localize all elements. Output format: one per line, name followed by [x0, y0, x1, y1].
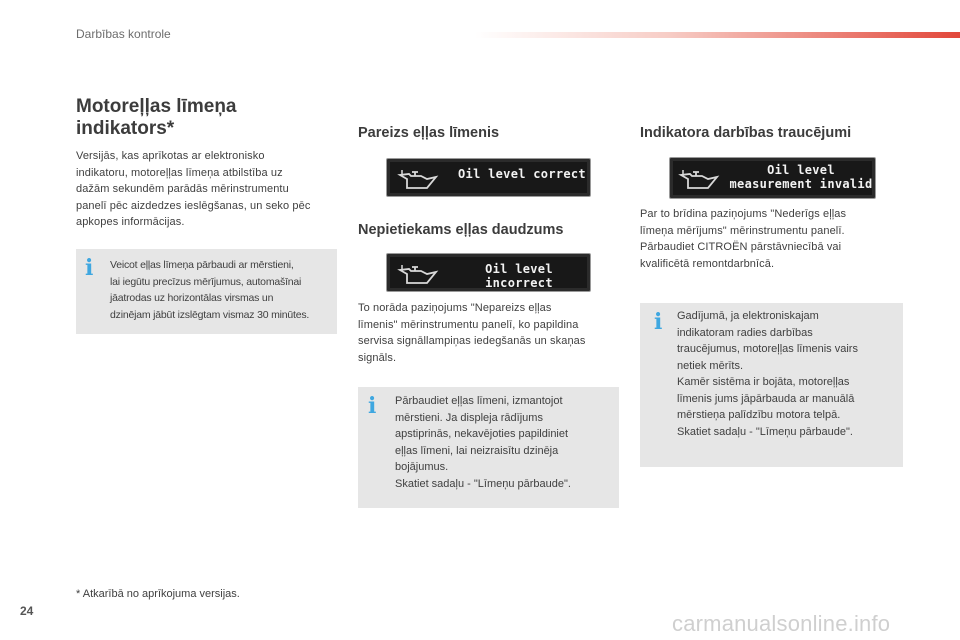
display-line: Oil level [767, 163, 835, 177]
para-line: apkopes informācijas. [76, 216, 185, 228]
display-line: measurement invalid [729, 177, 873, 191]
para-line: indikatoru, motoreļļas līmeņa atbilstība uz [76, 166, 283, 179]
info-icon: i [654, 309, 663, 335]
info-line: traucējumus, motoreļļas līmenis vairs [677, 343, 858, 355]
info-text [395, 393, 571, 492]
section-title-low-oil: Nepietiekams eļļas daudzums [358, 222, 564, 238]
oil-can-icon [397, 166, 439, 192]
info-box-dipstick [76, 249, 337, 334]
display-message [728, 163, 874, 191]
page-header-title: Darbības kontrole [76, 27, 171, 41]
display-oil-level-incorrect [386, 253, 591, 292]
oil-can-icon [397, 261, 439, 287]
para-line: signāls. [358, 351, 397, 364]
info-line: Pārbaudiet eļļas līmeni, izmantojot [395, 395, 563, 407]
column-oil-level-status [358, 124, 620, 142]
section-title-oil-level-indicator [76, 96, 338, 140]
info-line: Kamēr sistēma ir bojāta, motoreļļas [677, 376, 850, 388]
display-message: Oil level correct [458, 167, 586, 181]
low-oil-paragraph [358, 300, 620, 366]
header-accent-bar [475, 32, 960, 38]
info-line: jāatrodas uz horizontālas virsmas un [110, 292, 274, 304]
watermark: carmanualsonline.info [672, 611, 891, 636]
info-line: Skatiet sadaļu - "Līmeņu pārbaude". [677, 425, 853, 438]
para-line: servisa signāllampiņas iedegšanās un skaņas [358, 335, 586, 347]
footnote: * Atkarībā no aprīkojuma versijas. [76, 588, 240, 600]
display-oil-level-correct [386, 158, 591, 197]
display-measurement-invalid [669, 157, 876, 199]
para-line: Versijās, kas aprīkotas ar elektronisko [76, 150, 265, 162]
info-line: Gadījumā, ja elektroniskajam [677, 310, 819, 322]
info-line: indikatoram radies darbības [677, 326, 813, 339]
display-message: Oil level incorrect [485, 262, 553, 290]
info-line: mērstieņa palīdzību motora telpā. [677, 409, 841, 421]
column-indicator-fault [640, 124, 904, 142]
info-line: līmenis jums jāpārbauda ar manuālā [677, 392, 855, 405]
subsection-low-oil [358, 221, 620, 239]
info-box-indicator-fault [640, 303, 903, 467]
para-line: To norāda paziņojums "Nepareizs eļļas [358, 302, 552, 314]
info-line: Veicot eļļas līmeņa pārbaudi ar mērstieni, [110, 259, 294, 271]
fault-paragraph [640, 206, 904, 272]
info-text [677, 308, 858, 440]
oil-can-icon [678, 166, 720, 192]
para-line: Pārbaudiet CITROËN pārstāvniecībā vai [640, 241, 842, 253]
para-line: panelī pēc aizdedzes ieslēgšanas, un seko pēc [76, 199, 311, 212]
info-line: mērstieni. Ja displeja rādījums [395, 411, 543, 424]
info-line: lai iegūtu precīzus mērījumus, automašīnai [110, 275, 302, 288]
info-text [110, 257, 309, 323]
info-line: netiek mērīts. [677, 359, 744, 372]
para-line: Par to brīdina paziņojums "Nederīgs eļļas [640, 208, 847, 220]
section-title-correct-level: Pareizs eļļas līmenis [358, 125, 500, 141]
page-number: 24 [20, 604, 34, 618]
info-box-check-level [358, 387, 619, 508]
info-line: eļļas līmeni, lai neizraisītu dzinēja [395, 444, 559, 457]
intro-paragraph [76, 148, 338, 231]
info-line: bojājumus. [395, 461, 449, 473]
para-line: dažām sekundēm parādās mērinstrumentu [76, 183, 289, 195]
info-line: apstiprinās, nekavējoties papildiniet [395, 428, 569, 440]
section-title-indicator-fault: Indikatora darbības traucējumi [640, 125, 852, 141]
para-line: līmeņa mērījums" mērinstrumentu panelī. [640, 224, 845, 237]
para-line: kvalificētā remontdarbnīcā. [640, 257, 775, 270]
info-line: Skatiet sadaļu - "Līmeņu pārbaude". [395, 477, 571, 490]
title-line-2: indikators* [76, 118, 175, 139]
column-oil-indicator [76, 96, 338, 231]
info-line: dzinējam jābūt izslēgtam vismaz 30 minūtes. [110, 308, 310, 321]
info-icon: i [368, 393, 377, 419]
para-line: līmenis" mērinstrumentu panelī, ko papildina [358, 318, 579, 331]
info-icon: i [85, 255, 94, 281]
title-line-1: Motoreļļas līmeņa [76, 96, 237, 117]
